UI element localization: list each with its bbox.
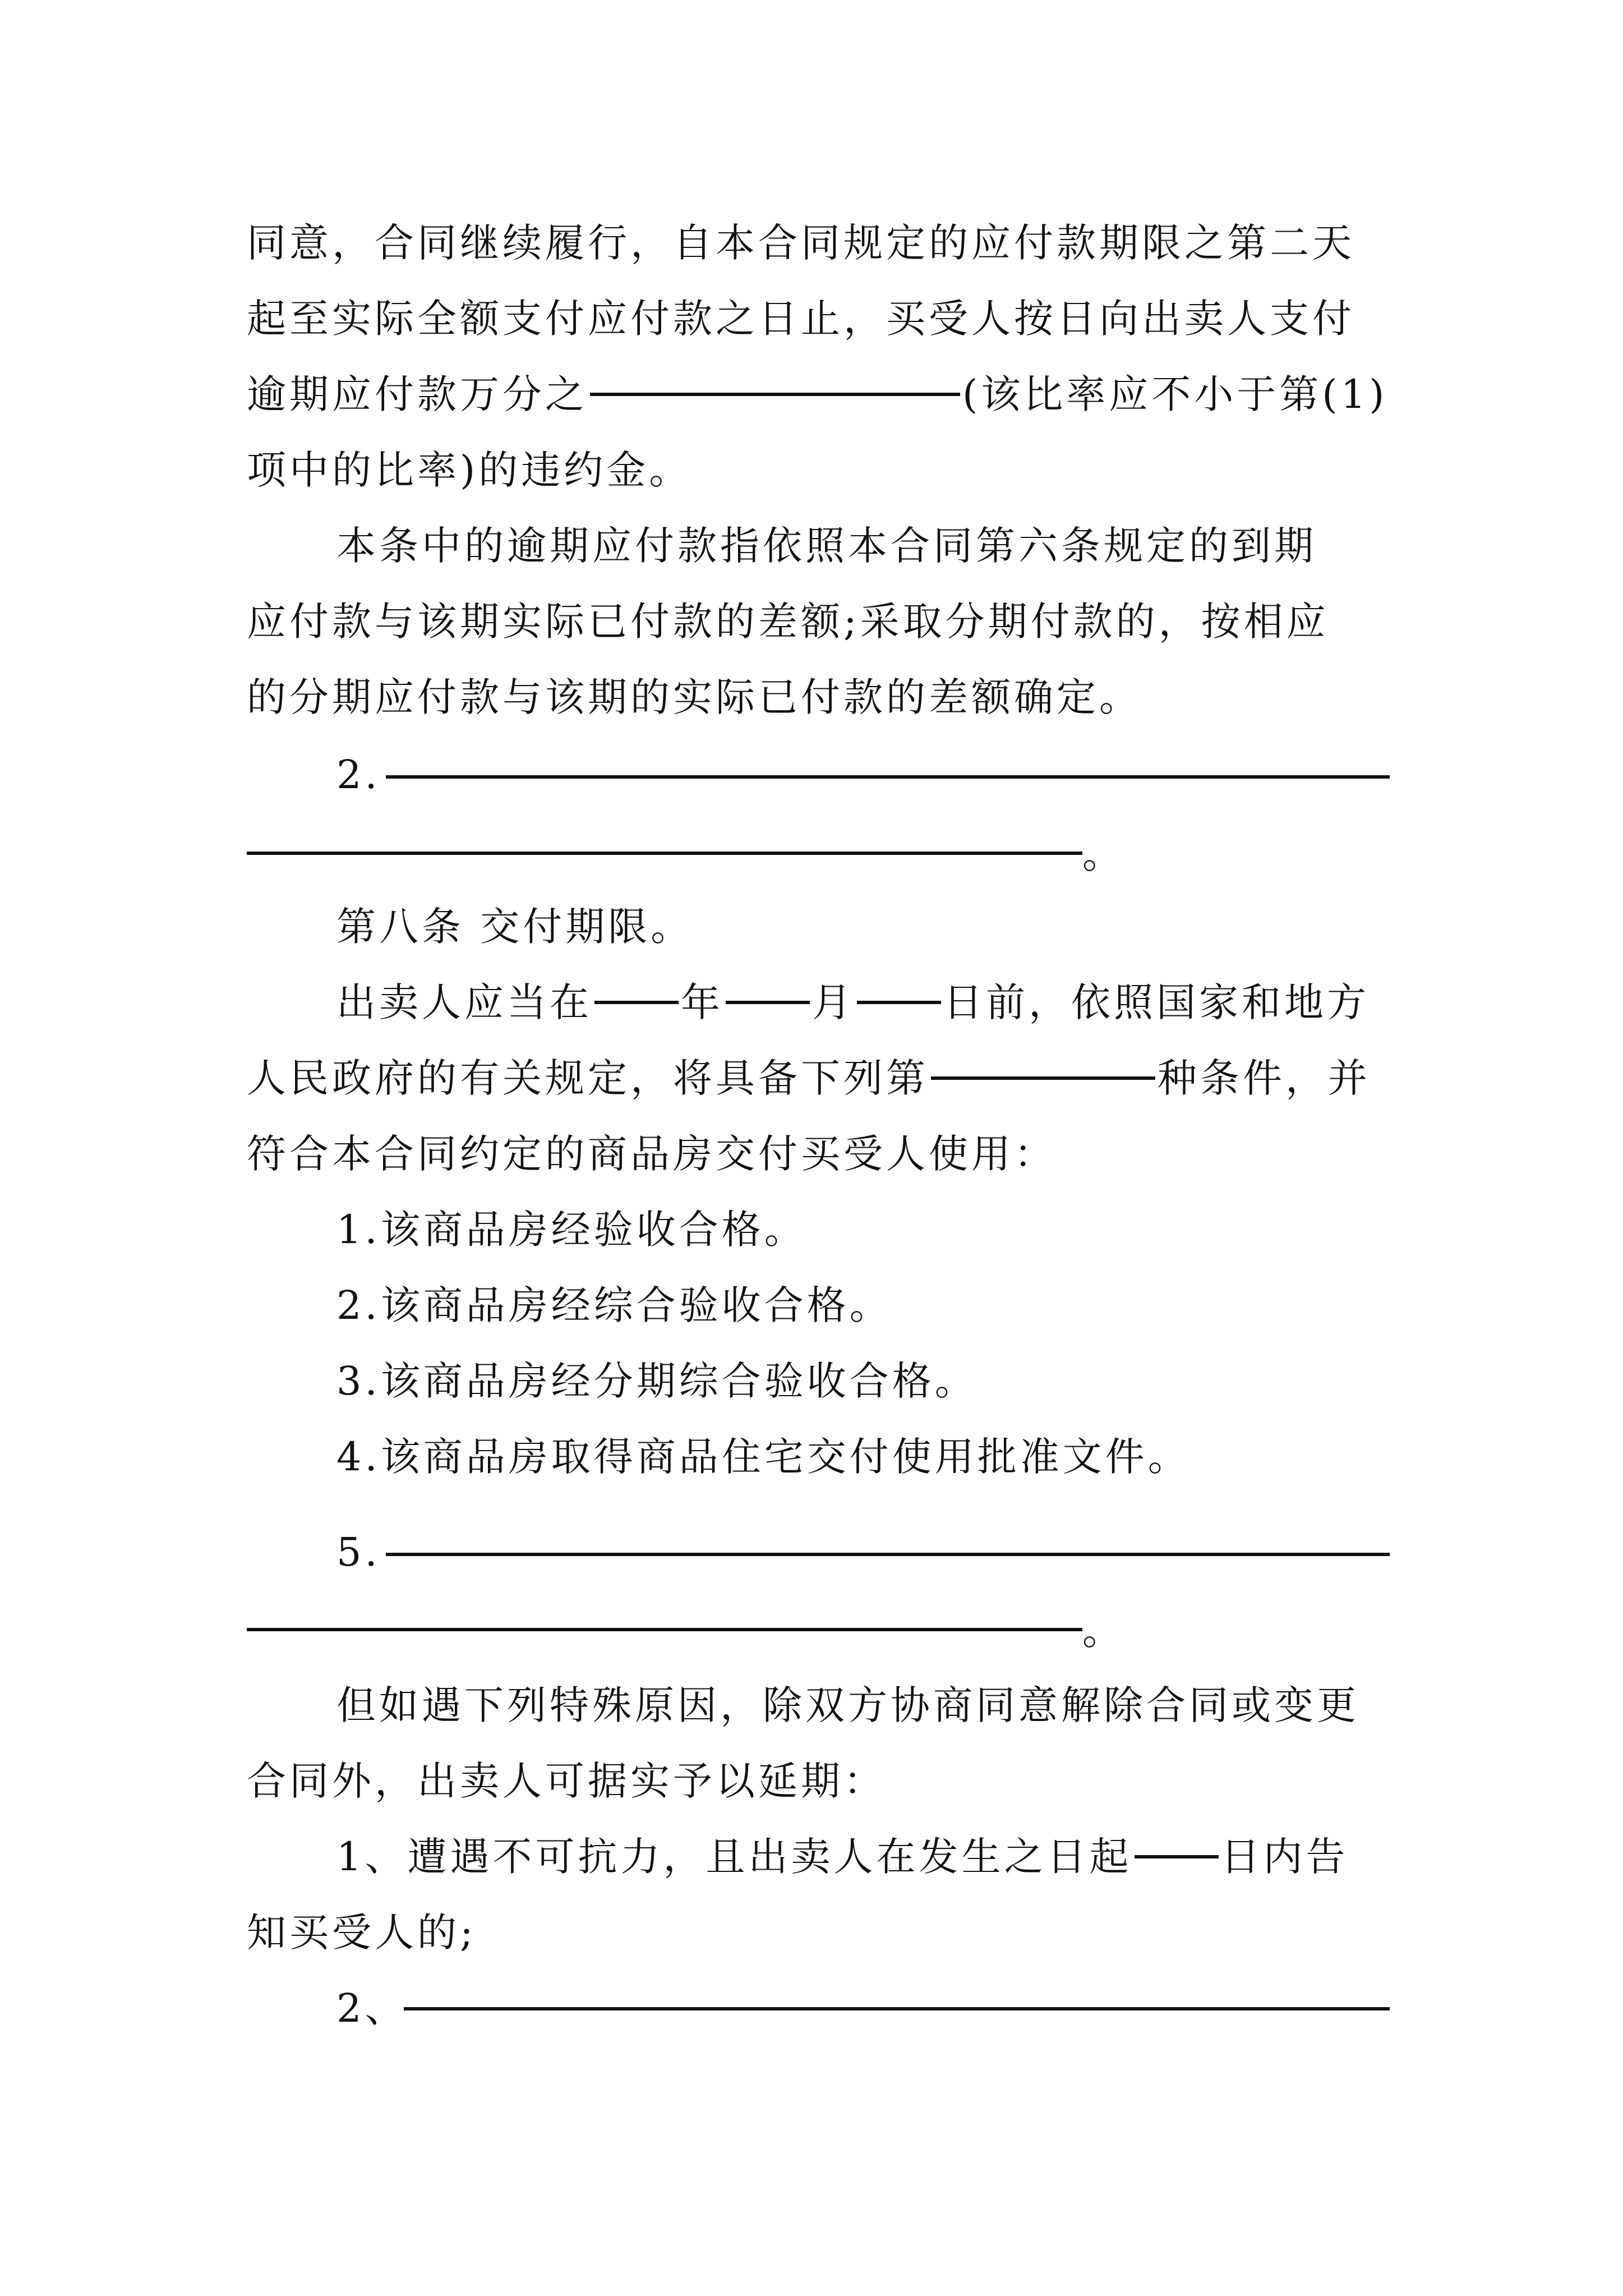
blank-fill-line [857,1001,941,1004]
paragraph-first-line [336,1834,1349,1880]
numbered-item: 5. [336,1529,381,1575]
blank-fill-line [386,775,1390,779]
list-item: 4.该商品房取得商品住宅交付使用批准文件。 [336,1434,1191,1480]
paragraph-first-line [336,979,1370,1025]
text-line [247,371,1388,417]
section-heading: 第八条 交付期限。 [336,904,694,950]
text-span: (该比率应不小于第(1) [962,371,1388,417]
text-line: 应付款与该期实际已付款的差额;采取分期付款的，按相应 [247,599,1329,645]
text-span: 人民政府的有关规定，将具备下列第 [247,1055,929,1101]
text-span: 日前，依照国家和地方 [943,979,1370,1025]
period-mark: 。 [1082,831,1122,877]
blank-fill-line [594,1001,679,1004]
text-span: 1、遭遇不可抗力，且出卖人在发生之日起 [336,1834,1132,1880]
numbered-item: 2、 [336,1985,408,2031]
blank-fill-line [386,1553,1390,1556]
text-line: 的分期应付款与该期的实际已付款的差额确定。 [247,674,1142,720]
period-mark: 。 [1082,1608,1122,1654]
numbered-item: 2. [336,752,381,798]
text-line: 知买受人的; [247,1910,477,1955]
blank-fill-line [931,1076,1155,1080]
blank-fill-line [590,393,960,396]
paragraph-first-line: 本条中的逾期应付款指依照本合同第六条规定的到期 [336,523,1317,569]
text-line: 符合本合同约定的商品房交付买受人使用： [247,1131,1057,1177]
text-span: 日内告 [1220,1834,1349,1880]
blank-fill-line [1135,1855,1219,1858]
list-item: 1.该商品房经验收合格。 [336,1207,807,1253]
text-span: 逾期应付款万分之 [247,371,588,417]
text-line: 合同外，出卖人可据实予以延期： [247,1758,886,1804]
text-line: 项中的比率)的违约金。 [247,447,692,493]
list-item: 2.该商品房经综合验收合格。 [336,1282,892,1328]
text-line [247,1055,1371,1101]
text-span: 年 [681,979,723,1025]
blank-fill-line [247,1628,1082,1631]
blank-fill-line [404,2007,1390,2010]
text-line: 起至实际全额支付应付款之日止，买受人按日向出卖人支付 [247,296,1355,342]
text-span: 种条件，并 [1158,1055,1371,1101]
blank-fill-line [247,852,1082,855]
text-span: 出卖人应当在 [336,979,592,1025]
text-span: 月 [812,979,855,1025]
paragraph-first-line: 但如遇下列特殊原因，除双方协商同意解除合同或变更 [336,1682,1359,1728]
text-line: 同意，合同继续履行，自本合同规定的应付款期限之第二天 [247,220,1355,266]
blank-fill-line [726,1001,810,1004]
list-item: 3.该商品房经分期综合验收合格。 [336,1358,978,1404]
